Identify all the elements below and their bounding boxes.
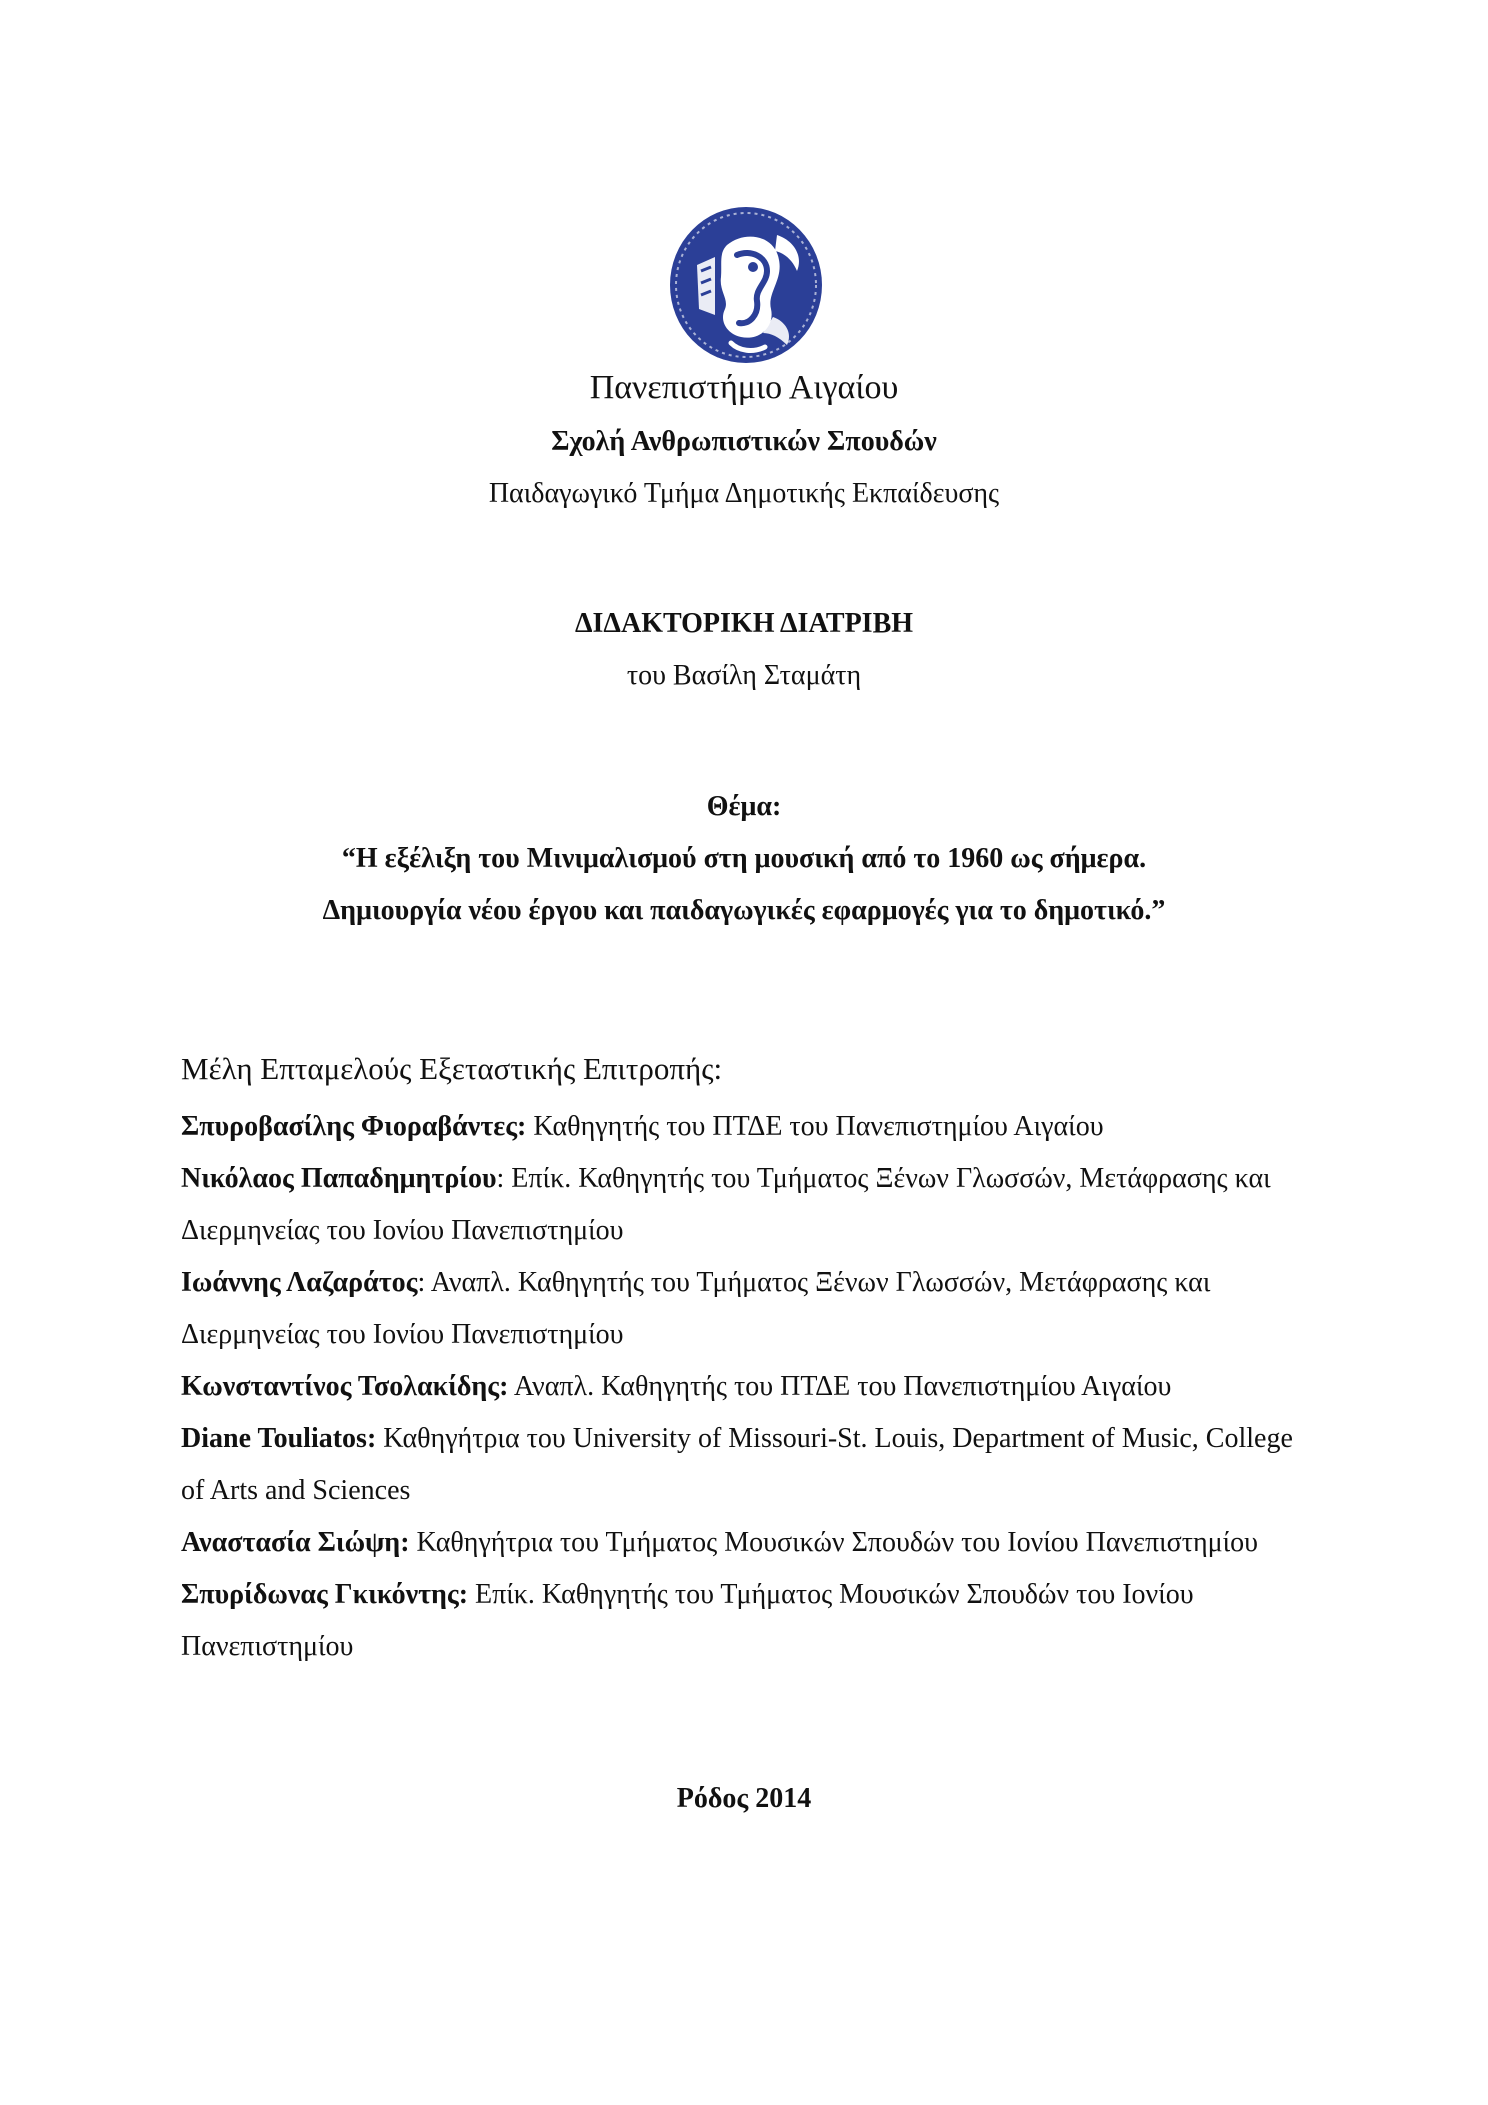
member-role: Επίκ. Καθηγητής του Τμήματος Μουσικών Σπουδών του Ιονίου Πανεπιστημίου bbox=[181, 1579, 1194, 1662]
university-seal-icon bbox=[667, 205, 825, 365]
member-role: Καθηγητής του ΠΤΔΕ του Πανεπιστημίου Αιγαίου bbox=[526, 1111, 1104, 1142]
member-name: Νικόλαος Παπαδημητρίου bbox=[181, 1163, 497, 1194]
thesis-author: του Βασίλη Σταμάτη bbox=[626, 660, 862, 691]
subject-label: Θέμα: bbox=[706, 791, 782, 822]
committee-section bbox=[181, 1050, 1321, 1673]
committee-member bbox=[181, 1517, 1321, 1569]
committee-member bbox=[181, 1153, 1321, 1257]
committee-member bbox=[181, 1101, 1321, 1153]
committee-member bbox=[181, 1361, 1321, 1413]
thesis-title-line-2: Δημιουργία νέου έργου και παιδαγωγικές εφαρμογές για το δημοτικό.” bbox=[322, 895, 1166, 926]
thesis-type: ΔΙΔΑΚΤΟΡΙΚΗ ΔΙΑΤΡΙΒΗ bbox=[574, 608, 914, 639]
member-name: Κωνσταντίνος Τσολακίδης: bbox=[181, 1371, 509, 1402]
member-name: Αναστασία Σιώψη: bbox=[181, 1527, 410, 1558]
member-role: Αναπλ. Καθηγητής του ΠΤΔΕ του Πανεπιστημίου Αιγαίου bbox=[508, 1371, 1172, 1402]
member-role: Καθηγήτρια του University of Missouri-St. Louis, Department of Music, College of Arts and Sciences bbox=[181, 1423, 1293, 1506]
member-name: Ιωάννης Λαζαράτος bbox=[181, 1267, 418, 1298]
department-name: Παιδαγωγικό Τμήμα Δημοτικής Εκπαίδευσης bbox=[488, 478, 1000, 509]
member-name: Diane Touliatos: bbox=[181, 1423, 377, 1454]
member-role: : Αναπλ. Καθηγητής του Τμήματος Ξένων Γλωσσών, Μετάφρασης και Διερμηνείας του Ιονίου Πανεπιστημίου bbox=[181, 1267, 1211, 1350]
committee-member bbox=[181, 1413, 1321, 1517]
thesis-title-line-1: “Η εξέλιξη του Μινιμαλισμού στη μουσική από το 1960 ως σήμερα. bbox=[341, 843, 1147, 874]
committee-heading: Μέλη Επταμελούς Εξεταστικής Επιτροπής: bbox=[181, 1051, 723, 1086]
member-role: Καθηγήτρια του Τμήματος Μουσικών Σπουδών του Ιονίου Πανεπιστημίου bbox=[409, 1527, 1259, 1558]
committee-member bbox=[181, 1569, 1321, 1673]
member-name: Σπυρίδωνας Γκικόντης: bbox=[181, 1579, 469, 1610]
committee-member bbox=[181, 1257, 1321, 1361]
member-name: Σπυροβασίλης Φιοραβάντες: bbox=[181, 1111, 527, 1142]
school-name: Σχολή Ανθρωπιστικών Σπουδών bbox=[551, 426, 937, 457]
member-role: : Επίκ. Καθηγητής του Τμήματος Ξένων Γλωσσών, Μετάφρασης και Διερμηνείας του Ιονίου Πανεπιστημίου bbox=[181, 1163, 1271, 1246]
place-and-year: Ρόδος 2014 bbox=[676, 1783, 812, 1814]
university-name: Πανεπιστήμιο Αιγαίου bbox=[589, 369, 899, 406]
